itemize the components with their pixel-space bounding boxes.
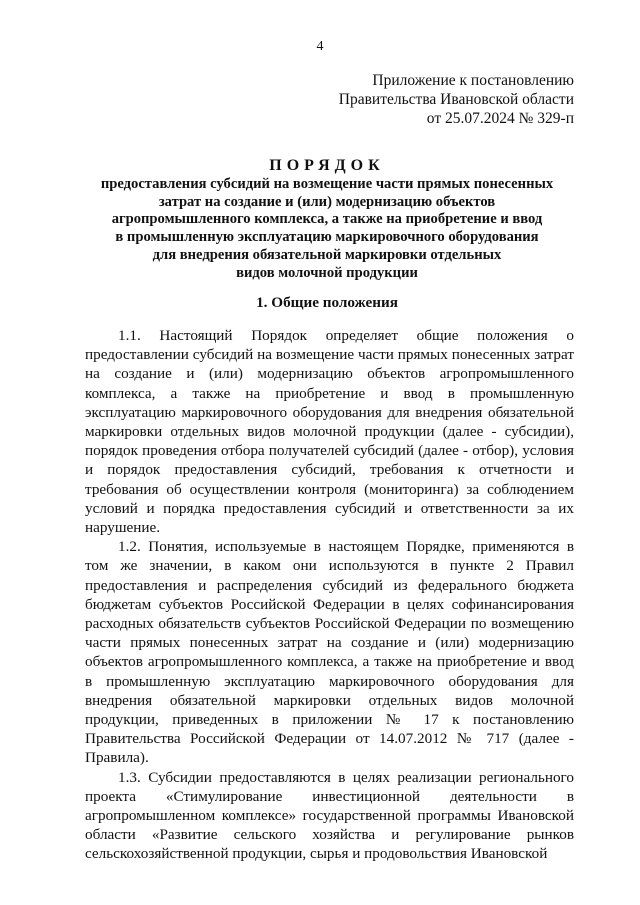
appendix-line-3: от 25.07.2024 № 329-п bbox=[426, 110, 574, 127]
title-line: затрат на создание и (или) модернизацию объектов bbox=[158, 193, 496, 210]
document-title bbox=[80, 157, 574, 283]
body-text bbox=[85, 326, 574, 864]
paragraph-1-2: 1.2. Понятия, используемые в настоящем Порядке, применяются в том же значении, в каком они используются в пункте 2 Правил предоставления и распределения субсидий из федерального бюджета бюджетам субъектов Российской Федерации в целях софинансирования расходных обязательств субъектов Российской Федерации по возмещению части прямых понесенных затрат на создание и (или) модернизацию объектов агропромышленного комплекса, а также на приобретение и ввод в промышленную эксплуатацию маркировочного оборудования для внедрения обязательной маркировки отдельных видов молочной продукции, приведенных в приложении № 17 к постановлению Правительства Российской Федерации от 14.07.2012 № 717 (далее - Правила). bbox=[85, 538, 574, 767]
title-line: видов молочной продукции bbox=[236, 264, 418, 281]
section-heading: 1. Общие положения bbox=[256, 294, 398, 311]
title-line: агропромышленного комплекса, а также на приобретение и ввод bbox=[111, 211, 543, 228]
appendix-note bbox=[339, 71, 574, 128]
title-line: в промышленную эксплуатацию маркировочного оборудования bbox=[115, 229, 539, 246]
appendix-line-1: Приложение к постановлению bbox=[372, 72, 574, 89]
title-line: предоставления субсидий на возмещение части прямых понесенных bbox=[100, 175, 554, 192]
appendix-line-2: Правительства Ивановской области bbox=[338, 91, 574, 108]
paragraph-1-1: 1.1. Настоящий Порядок определяет общие положения о предоставлении субсидий на возмещение части прямых понесенных затрат на создание и (или) модернизацию объектов агропромышленного комплекса, а также на приобретение и ввод в промышленную эксплуатацию маркировочного оборудования для внедрения обязательной маркировки отдельных видов молочной продукции (далее - субсидии), порядок проведения отбора получателей субсидий (далее - отбор), условия и порядок предоставления субсидий, требования к отчетности и требования об осуществлении контроля (мониторинга) за соблюдением условий и порядка предоставления субсидий и ответственности за их нарушение. bbox=[85, 327, 574, 537]
title-word: ПОРЯДОК bbox=[269, 157, 385, 174]
title-line: для внедрения обязательной маркировки отдельных bbox=[152, 246, 502, 263]
paragraph-1-3: 1.3. Субсидии предоставляются в целях реализации регионального проекта «Стимулирование инвестиционной деятельности в агропромышленном комплексе» государственной программы Ивановской области «Развитие сельского хозяйства и регулирование рынков сельскохозяйственной продукции, сырья и продовольствия Ивановской bbox=[85, 768, 574, 863]
page-number: 4 bbox=[316, 39, 324, 54]
